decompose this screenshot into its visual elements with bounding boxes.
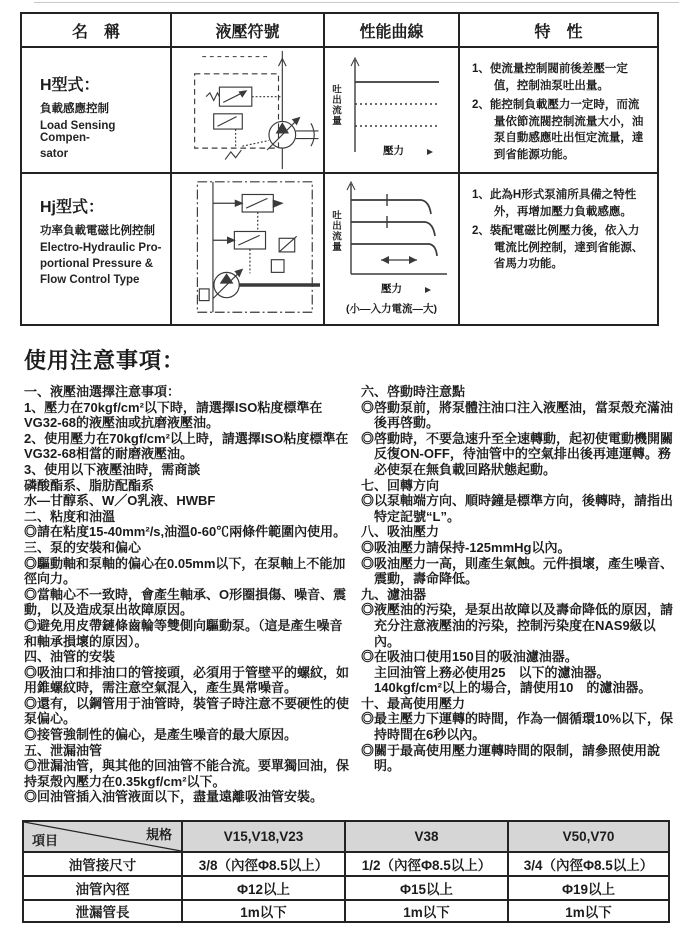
notice-section-title: 使用注意事項： xyxy=(24,348,186,373)
hj-performance-curve xyxy=(325,174,456,286)
notice-line: 2、使用壓力在70kgf/cm²以上時，請選擇ISO粘度標準在VG32-68相當的耐磨液壓油。 xyxy=(24,430,349,462)
column-header-feature: 特 性 xyxy=(460,14,657,48)
curve-x-axis-label: 壓力 xyxy=(381,283,402,295)
notice-line: 四、油管的安裝 xyxy=(24,649,116,665)
spec-cell: 1m以下 xyxy=(183,901,346,921)
notice-line: 九、濾油器 xyxy=(361,586,427,602)
notice-line: 1、壓力在70kgf/cm²以下時，請選擇ISO粘度標準在VG32-68的液壓油或抗磨液壓油。 xyxy=(24,399,323,431)
notice-line: 五、泄漏油管 xyxy=(24,742,103,758)
row-h-curve-cell xyxy=(325,48,460,174)
spec-cell: 3/8（內徑Φ8.5以上） xyxy=(183,853,346,877)
x-axis-arrow-icon xyxy=(425,287,431,293)
notice-line: ◎最主壓力下運轉的時間，作為一個循環10%以下，保持時間在6秒以內。 xyxy=(361,711,674,743)
type-english-line: portional Pressure & xyxy=(40,258,154,270)
spec-column-header: V50,V70 xyxy=(509,822,668,853)
type-english-line: Flow Control Type xyxy=(40,274,140,286)
notice-line: 八、吸油壓力 xyxy=(361,524,440,540)
notice-line: 磷酸酯系、脂肪配酯系 xyxy=(24,477,155,493)
spec-cell: 1m以下 xyxy=(346,901,509,921)
curve-caption: (小—入力電流—大) xyxy=(346,303,437,315)
row-hj-name-cell xyxy=(22,174,172,324)
notice-line: ◎當軸心不一致時，會產生軸承、O形圈損傷、噪音、震動，以及造成泵出故障原因。 xyxy=(24,586,347,618)
notice-line: ◎啓動泵前，將泵體注油口注入液壓油，當泵殼充滿油後再啓動。 xyxy=(361,399,674,431)
type-subtitle: 負載感應控制 xyxy=(40,103,109,115)
notice-line: 水—甘醇系、W／O乳液、HWBF xyxy=(24,493,216,509)
spec-cell: Φ15以上 xyxy=(346,877,509,901)
spec-corner-cell xyxy=(24,822,183,853)
notice-left-column xyxy=(24,384,352,805)
notice-line: ◎還有，以鋼管用于油管時，裝管子時注意不要硬性的使泵偏心。 xyxy=(24,695,350,727)
type-subtitle: 功率負載電磁比例控制 xyxy=(40,225,155,237)
spec-cell: 1/2（內徑Φ8.5以上） xyxy=(346,853,509,877)
feature-list xyxy=(472,187,649,273)
notice-line: 六、啓動時注意點 xyxy=(361,384,466,399)
notice-line: 三、泵的安裝和偏心 xyxy=(24,539,142,555)
notice-line: 一、液壓油選擇注意事項： xyxy=(24,384,181,399)
notice-line: 3、使用以下液壓油時，需商談 xyxy=(24,461,201,477)
pipe-spec-table xyxy=(22,820,670,923)
notice-line: 七、回轉方向 xyxy=(361,477,440,493)
feature-item: 1、此為H形式泵浦所具備之特性外，再增加壓力負載感應。 xyxy=(472,189,637,218)
type-english-line: Load Sensing Compen- xyxy=(40,120,116,144)
spec-row-label: 泄漏管長 xyxy=(24,901,183,921)
spec-cell: Φ19以上 xyxy=(509,877,668,901)
spec-column-header: V38 xyxy=(346,822,509,853)
spec-cell: 3/4（內徑Φ8.5以上） xyxy=(509,853,668,877)
notice-line: 主回油管上務必使用25 以下的濾油器。 xyxy=(374,664,610,680)
notice-line: ◎吸油口和排油口的管接頭，必須用于管壁平的螺紋，如用錐螺紋時，需注意空氣混入，產生異常噪音。 xyxy=(24,664,350,696)
spec-corner-bottom-label: 項目 xyxy=(32,833,59,848)
notice-line: ◎回油管插入油管液面以下，盡量遠離吸油管安裝。 xyxy=(24,789,324,805)
pump-type-table xyxy=(20,12,659,326)
curve-x-axis-label: 壓力 xyxy=(383,145,404,157)
column-header-symbol: 液壓符號 xyxy=(172,14,325,48)
row-h-name-cell xyxy=(22,48,172,174)
row-hj-features-cell xyxy=(460,174,657,324)
curve-y-axis-label: 吐出流量 xyxy=(330,84,341,126)
spec-cell: Φ12以上 xyxy=(183,877,346,901)
spec-cell: 1m以下 xyxy=(565,905,612,920)
spec-row-label: 油管內徑 xyxy=(24,877,183,901)
x-axis-arrow-icon xyxy=(427,149,433,155)
type-english-line: sator xyxy=(40,148,69,160)
notice-line: ◎液壓油的污染，是泵出故障以及壽命降低的原因，請充分注意液壓油的污染，控制污染度在NAS9級以內。 xyxy=(361,602,674,649)
column-header-curve: 性能曲線 xyxy=(325,14,460,48)
spec-column-header: V15,V18,V23 xyxy=(183,822,346,853)
type-english xyxy=(40,120,164,160)
spec-corner-top-label: 規格 xyxy=(145,827,172,842)
type-english-line: Electro-Hydraulic Pro- xyxy=(40,242,162,254)
notice-line: ◎請在粘度15-40mm²/s,油溫0-60℃兩條件範圍內使用。 xyxy=(24,524,347,540)
load-sensing-circuit-diagram xyxy=(175,49,321,171)
spec-row-label: 油管接尺寸 xyxy=(24,853,183,877)
row-hj-curve-cell xyxy=(325,174,460,324)
notice-line: ◎避免用皮帶鏈條齒輪等雙側向驅動泵。（這是產生噪音和軸承損壞的原因）。 xyxy=(24,617,343,649)
curve-y-axis-label: 吐出流量 xyxy=(330,210,341,252)
column-header-name: 名 稱 xyxy=(22,14,172,48)
notice-line: ◎關于最高使用壓力運轉時間的限制，請參照使用說明。 xyxy=(361,742,661,774)
notice-line: ◎吸油壓力一高，則產生氣蝕。元件損壞，產生噪音、震動，壽命降低。 xyxy=(361,555,674,587)
type-english xyxy=(40,242,164,286)
type-title: H型式： xyxy=(40,77,100,94)
notice-line: 二、粘度和油溫 xyxy=(24,508,116,524)
row-h-features-cell xyxy=(460,48,657,174)
notice-line: ◎吸油壓力請保持-125mmHg以內。 xyxy=(361,539,571,555)
notice-line: ◎啓動時，不要急速升至全速轉動，起初使電動機開關反復ON-OFF，待油管中的空氣排出後再連運轉。務必使泵在無負載回路狀態起動。 xyxy=(361,430,674,477)
notice-line: ◎驅動軸和泵軸的偏心在0.05mm以下，在泵軸上不能加徑向力。 xyxy=(24,555,346,587)
row-h-symbol-cell xyxy=(172,48,325,174)
type-title: Hj型式： xyxy=(40,199,105,216)
scan-artifact-line xyxy=(34,2,679,3)
notice-columns xyxy=(24,384,677,805)
feature-item: 2、能控制負載壓力一定時，而流量依節流閥控制流量大小，油泵自動感應吐出恒定流量，達到省能源功能。 xyxy=(472,99,644,161)
notice-line: ◎泄漏油管，與其他的回油管不能合流。要單獨回油，保持泵殼內壓力在0.35kgf/cm²以下。 xyxy=(24,758,350,789)
feature-item: 2、裝配電磁比例壓力後，依入力電流比例控制，達到省能源、省馬力功能。 xyxy=(472,225,644,270)
notice-line: 十、最高使用壓力 xyxy=(361,695,466,711)
feature-item: 1、使流量控制閥前後差壓一定值，控制油泵吐出量。 xyxy=(472,63,628,92)
feature-list xyxy=(472,61,649,163)
electro-proportional-circuit-diagram xyxy=(174,176,322,322)
notice-right-column xyxy=(361,384,677,805)
row-hj-symbol-cell xyxy=(172,174,325,324)
notice-line: ◎在吸油口使用150目的吸油濾油器。 xyxy=(361,649,578,665)
notice-line: ◎接管強制性的偏心，是產生噪音的最大原因。 xyxy=(24,727,298,743)
notice-line: 140kgf/cm²以上的場合，請使用10 的濾油器。 xyxy=(374,680,652,696)
notice-line: ◎以泵軸端方向、順時鐘是標準方向，後轉時，請指出特定記號“L”。 xyxy=(361,493,674,524)
